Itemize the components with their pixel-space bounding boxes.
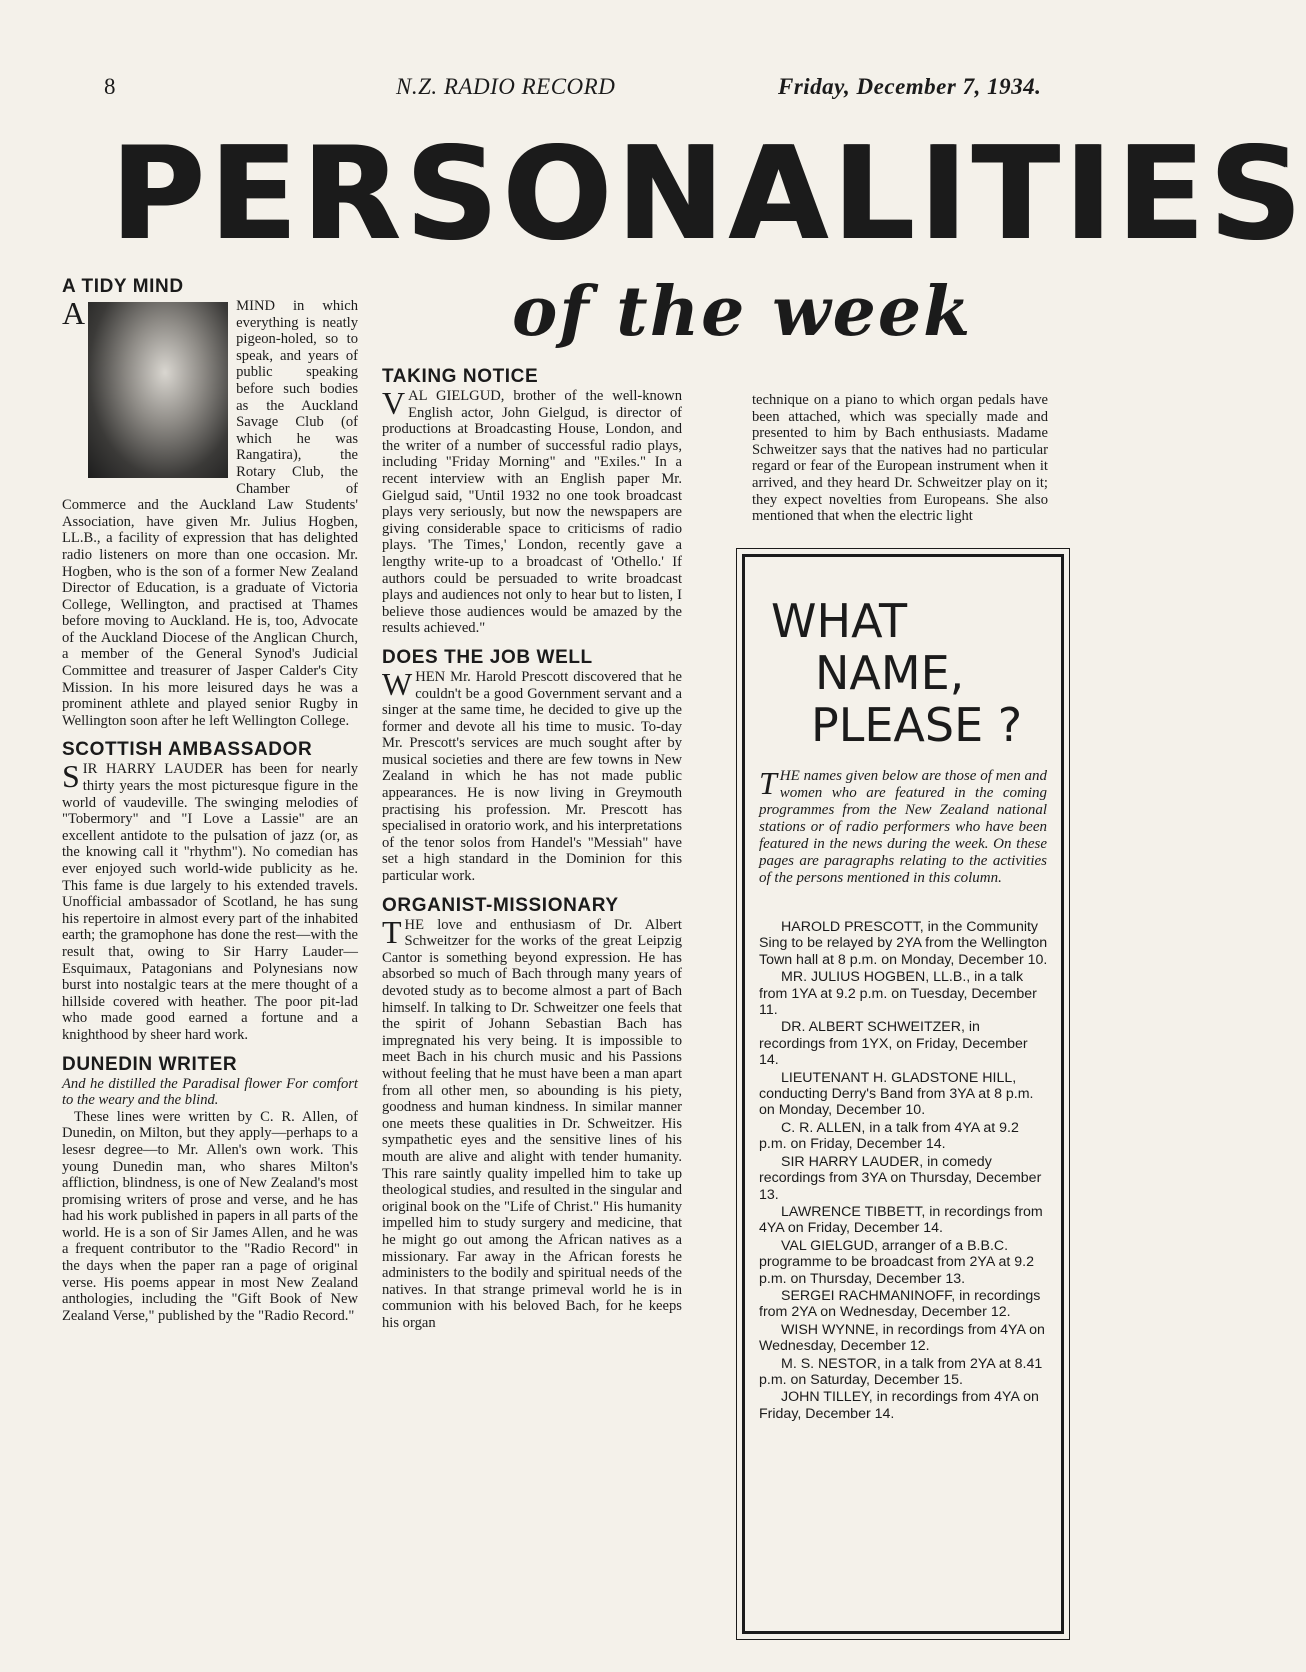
article-text: AL GIELGUD, brother of the well-known English actor, John Gielgud, is director of productions at Broadcasting House, London, and the writer of a number of successful radio plays, including "Friday Morning" and "Exiles." In a recent interview with an English paper Mr. Gielgud said, "Until 1932 no one took broadcast plays very seriously, but now the newspapers are giving considerable space to criticisms of radio plays. 'The Times,' London, recently gave a lengthy write-up to a broadcast of 'Othello.' If authors could be persuaded to write broadcast plays and audiences not only to hear but to listen, I believe those audiences would be amazed by the results achieved." bbox=[382, 388, 682, 637]
masthead-title: PERSONALITIES bbox=[110, 120, 1306, 269]
article-body bbox=[382, 385, 682, 637]
masthead bbox=[110, 120, 1306, 269]
article-text: MIND in which everything is neatly pigeon-holed, so to speak, and years of public speaking before such bodies as the Auckland Savage Club (of which he was Rangatira), the Rotary Club, the Chamber of Commerce and the Auckland Law Students' Association, have given Mr. Julius Hogben, LL.B., a facility of expression that has delighted radio listeners on more than one occasion. Mr. Hogben, who is the son of a former New Zealand Director of Education, is a graduate of Victoria College, Wellington, and practised at Thames before moving to Auckland. He is, too, Advocate of the Auckland Diocese of the Anglican Church, a member of the General Synod's Judicial Committee and treasurer of Jasper Calder's City Mission. In his more leisured days he was a prominent athlete and played senior Rugby in Wellington soon after he left Wellington College. bbox=[62, 298, 358, 729]
article-heading: ORGANIST-MISSIONARY bbox=[382, 894, 619, 916]
verse-quote: And he distilled the Paradisal flower For comfort to the weary and the blind. bbox=[62, 1075, 358, 1109]
list-item: LAWRENCE TIBBETT, in recordings from 4YA on Friday, December 14. bbox=[759, 1203, 1043, 1237]
article-text: IR HARRY LAUDER has been for nearly thirty years the most picturesque figure in the world of vaudeville. The swinging melodies of "Tobermory" and "I Love a Lassie" are an excellent antidote to the pulsation of jazz (or, as the knowing call it "rhythm"). No comedian has ever enjoyed such world-wide publicity as he. This fame is due largely to his extended travels. Unofficial ambassador of Scotland, he has sung his repertoire in almost every part of the inhabited earth; the gramophone has done the rest—with the result that, owing to Sir Harry Lauder—Esquimaux, Patagonians and Polynesians now burst into nostalgic tears at the mere thought of a hillside covered with heather. The poor pit-lad who made good earned a fortune and a knighthood by sheer hard work. bbox=[62, 761, 358, 1043]
issue-date: Friday, December 7, 1934. bbox=[778, 74, 1042, 99]
column-left bbox=[62, 276, 358, 1324]
what-name-please-box bbox=[742, 554, 1064, 1634]
drop-cap: T bbox=[382, 913, 402, 950]
box-title-line-3: PLEASE ? bbox=[811, 698, 1023, 752]
box-intro-text: HE names given below are those of men and women who are featured in the coming programmes from the New Zealand national stations or of radio performers who have been featured in the news during the week. On these pages are paragraphs relating to the activities of the persons mentioned in this column. bbox=[759, 768, 1047, 886]
column-right-continued bbox=[752, 392, 1048, 525]
list-item: VAL GIELGUD, arranger of a B.B.C. programme to be broadcast from 2YA at 9.2 p.m. on Thursday, December 13. bbox=[759, 1237, 1034, 1287]
drop-cap: A bbox=[62, 295, 86, 331]
drop-cap: T bbox=[759, 765, 777, 801]
list-item: JOHN TILLEY, in recordings from 4YA on Friday, December 14. bbox=[759, 1389, 1039, 1422]
column-middle bbox=[382, 366, 682, 1331]
masthead-subtitle: of the week bbox=[512, 272, 973, 352]
article-text: These lines were written by C. R. Allen, of Dunedin, on Milton, but they apply—perhaps to a lesesr degree—to Mr. Allen's own work. This young Dunedin man, who shares Milton's affliction, blindness, is one of New Zealand's most promising writers of prose and verse, and he has had his work published in papers in all parts of the world. He is a son of Sir James Allen, and he was a frequent contributor to the "Radio Record" in the days when the paper ran a page of original verse. His poems appear in most New Zealand anthologies, including the "Gift Book of New Zealand Verse," published by the "Radio Record." bbox=[62, 1108, 358, 1324]
article-heading: DUNEDIN WRITER bbox=[62, 1053, 238, 1075]
article-heading: DOES THE JOB WELL bbox=[382, 646, 593, 668]
article-body bbox=[382, 913, 682, 1332]
drop-cap: V bbox=[382, 385, 406, 421]
article-body bbox=[62, 295, 358, 729]
list-item: MR. JULIUS HOGBEN, LL.B., in a talk from 1YA at 9.2 p.m. on Tuesday, December 11. bbox=[759, 969, 1037, 1019]
article-text: HE love and enthusiasm of Dr. Albert Schweitzer for the works of the great Leipzig Cantor is something beyond expression. He has absorbed so much of Bach through many years of devoted study as to become almost a part of Bach himself. In talking to Dr. Schweitzer one feels that the spirit of Johann Sebastian Bach has impregnated his very being. It is impossible to meet Bach in his church music and his Passions without feeling that he must have been a man apart from all other men, so abounding is his piety, goodness and human kindness. In similar manner one meets these qualities in Dr. Schweitzer. His sympathetic eyes and the sensitive lines of his mouth are alive and alight with tender humanity. This rare saintly quality impelled him to take up theological studies, and resulted in the singular and original book on the "Life of Christ." His humanity impelled him to study surgery and medicine, that he might go out among the African natives as a missionary. Far away in the African forests he administers to the bodily and spiritual needs of the natives. In that strange primeval world he is in communion with his beloved Bach, for he keeps his organ bbox=[382, 916, 682, 1331]
article-body bbox=[62, 758, 358, 1043]
list-item: C. R. ALLEN, in a talk from 4YA at 9.2 p.m. on Friday, December 14. bbox=[759, 1119, 1019, 1153]
drop-cap: W bbox=[382, 665, 413, 702]
article-text: HEN Mr. Harold Prescott discovered that he couldn't be a good Government servant and a singer at the same time, he decided to give up the former and devote all his time to music. To-day Mr. Prescott's services are much sought after by musical societies and there are few towns in New Zealand in which he has not made public appearances. He is now living in Greymouth practising his profession. Mr. Prescott has specialised in oratorio work, and his interpretations of the tenor solos from Handel's "Messiah" have set a high standard in the Dominion for this particular work. bbox=[382, 668, 682, 885]
article-heading: TAKING NOTICE bbox=[382, 366, 539, 387]
list-item: LIEUTENANT H. GLADSTONE HILL, conducting Derry's Band from 3YA at 8 p.m. on Monday, December 10. bbox=[759, 1069, 1034, 1119]
box-entry-list bbox=[759, 919, 1049, 1423]
list-item: HAROLD PRESCOTT, in the Community Sing to be relayed by 2YA from the Wellington Town hall at 8 p.m. on Monday, December 10. bbox=[759, 919, 1048, 968]
page-number: 8 bbox=[104, 74, 116, 99]
drop-cap: S bbox=[62, 758, 80, 795]
list-item: SERGEI RACHMANINOFF, in recordings from 2YA on Wednesday, December 12. bbox=[759, 1287, 1041, 1321]
article-text: technique on a piano to which organ pedals have been attached, which was specially made and presented to him by Bach enthusiasts. Madame Schweitzer says that the natives had no particular regard or fear of the European instrument when it arrived, and they heard Dr. Schweitzer play on it; they expect novelties from Europeans. She also mentioned that when the electric light bbox=[752, 392, 1048, 525]
article-heading: SCOTTISH AMBASSADOR bbox=[62, 739, 313, 761]
list-item: SIR HARRY LAUDER, in comedy recordings from 3YA on Thursday, December 13. bbox=[759, 1153, 1042, 1203]
list-item: WISH WYNNE, in recordings from 4YA on Wednesday, December 12. bbox=[759, 1321, 1045, 1355]
article-heading: A TIDY MIND bbox=[62, 276, 184, 297]
publication-title: N.Z. RADIO RECORD bbox=[396, 74, 616, 99]
article-body bbox=[382, 665, 682, 885]
list-item: DR. ALBERT SCHWEITZER, in recordings from 1YX, on Friday, December 14. bbox=[759, 1019, 1028, 1069]
box-title-line-2: NAME, bbox=[815, 646, 965, 700]
box-intro bbox=[759, 765, 1047, 887]
box-title-line-1: WHAT bbox=[771, 594, 908, 648]
portrait-photo bbox=[88, 302, 228, 478]
list-item: M. S. NESTOR, in a talk from 2YA at 8.41 p.m. on Saturday, December 15. bbox=[759, 1355, 1043, 1388]
